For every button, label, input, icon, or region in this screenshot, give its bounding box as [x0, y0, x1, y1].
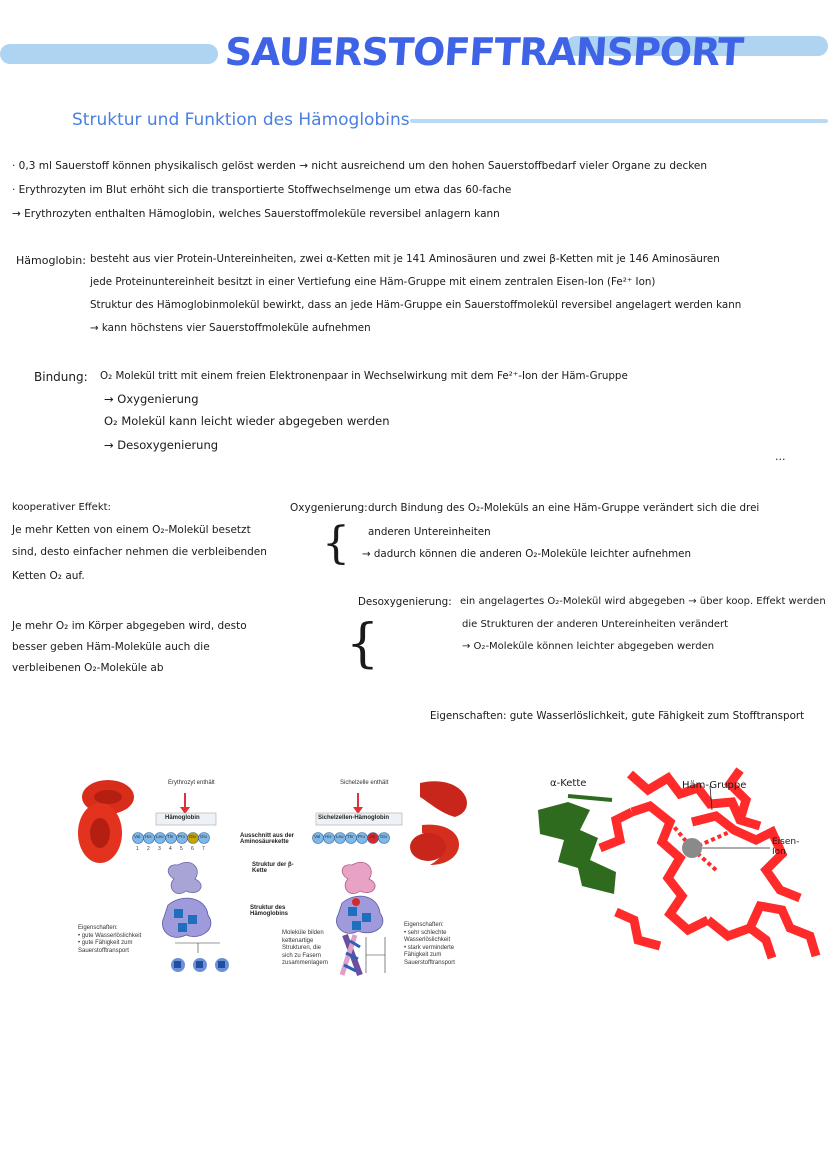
- amino-label: Glu: [380, 834, 388, 839]
- koop-left-a-1: Je mehr Ketten von einem O₂-Molekül besetzt: [12, 524, 251, 536]
- koop-left-b-2: besser geben Häm-Moleküle auch die: [12, 641, 210, 653]
- desoxy-label: Desoxygenierung:: [358, 596, 452, 608]
- amino-label: Glu: [189, 834, 197, 839]
- amino-label: Thr: [167, 834, 174, 839]
- haemoglobin-line-2: jede Proteinuntereinheit besitzt in einer Vertiefung eine Häm-Gruppe mit einem zentralen Eisen-Ion (Fe²⁺ Ion): [90, 276, 656, 288]
- desoxy-line-2: die Strukturen der anderen Untereinheiten verändert: [462, 619, 729, 630]
- eig-left-line: • gute Wasserlöslichkeit: [78, 932, 142, 939]
- bindung-dots: ...: [775, 450, 786, 463]
- haem-group-figure: [520, 760, 828, 970]
- eig-left-line: Sauerstofftransport: [78, 947, 129, 954]
- chain-sickle-labels: [312, 834, 402, 844]
- amino-label: Val: [134, 834, 141, 839]
- koop-left-a-2: sind, desto einfacher nehmen die verbleibenden: [12, 546, 267, 558]
- koop-heading: kooperativer Effekt:: [12, 502, 111, 513]
- bindung-line-1: O₂ Molekül tritt mit einem freien Elektronenpaar in Wechselwirkung mit dem Fe²⁺-Ion der Häm-Gruppe: [100, 370, 628, 382]
- fibers-line: Moleküle bilden: [282, 930, 324, 936]
- fibers-line: kettenartige: [282, 937, 314, 944]
- intro-line-2: · Erythrozyten im Blut erhöht sich die transportierte Stoffwechselmenge um etwa das 60-fache: [12, 184, 512, 196]
- eigenschaften-left-box: [78, 925, 141, 955]
- haemoglobin-line-3: Struktur des Hämoglobinmolekül bewirkt, dass an jede Häm-Gruppe ein Sauerstoffmolekül reversibel angelagert werden kann: [90, 299, 742, 311]
- eig-right-line: Wasserlöslichkeit: [404, 937, 451, 943]
- desoxy-brace: {: [346, 614, 380, 674]
- intro-line-1: · 0,3 ml Sauerstoff können physikalisch gelöst werden → nicht ausreichend um den hohen Sauerstoffbedarf vieler Organe zu decken: [12, 160, 708, 172]
- haem-group-label: Häm-Gruppe: [682, 780, 747, 791]
- beta-chain-normal-icon: [168, 862, 201, 893]
- sichel-haemoglobin-box-label: Sichelzellen-Hämoglobin: [318, 815, 390, 821]
- fibers-box: [282, 930, 328, 968]
- oxy-line-1: durch Bindung des O₂-Moleküls an eine Häm-Gruppe verändert sich die drei: [368, 502, 760, 514]
- amino-label: Glu: [200, 834, 208, 839]
- chain-number: 7: [202, 846, 205, 852]
- fibers-line: sich zu Fasern: [282, 952, 322, 959]
- eigenschaften-right-box: [404, 922, 455, 967]
- intro-line-3: → Erythrozyten enthalten Hämoglobin, welches Sauerstoffmoleküle reversibel anlagern kann: [12, 208, 500, 220]
- eig-right-line: • sehr schlechte: [404, 929, 447, 936]
- eig-left-line: Eigenschaften:: [78, 925, 118, 931]
- sichelzelle-label: Sichelzelle enthält: [340, 780, 389, 786]
- beta-chain-sickle-icon: [342, 862, 375, 893]
- amino-label: Pro: [178, 834, 186, 839]
- amino-label: Val: [314, 834, 321, 839]
- oxy-line-3: → dadurch können die anderen O₂-Moleküle leichter aufnehmen: [362, 548, 692, 560]
- header-bar-left: [0, 44, 218, 64]
- eig-left-line: • gute Fähigkeit zum: [78, 940, 133, 946]
- chain-number: 6: [191, 846, 194, 852]
- page-subtitle: Struktur und Funktion des Hämoglobins: [72, 110, 410, 130]
- haemoglobin-line-1: besteht aus vier Protein-Untereinheiten, zwei α-Ketten mit je 141 Aminosäuren und zwei β-Ketten mit je 146 Aminosäuren: [90, 253, 720, 265]
- chain-normal-labels: [132, 834, 222, 844]
- amino-label: His: [325, 834, 332, 839]
- bindung-line-3: O₂ Molekül kann leicht wieder abgegeben werden: [104, 414, 390, 428]
- haemoglobin-line-4: → kann höchstens vier Sauerstoffmoleküle aufnehmen: [90, 322, 371, 334]
- eig-right-line: • stark verminderte: [404, 944, 455, 951]
- fibers-line: Strukturen, die: [282, 945, 322, 951]
- amino-label: Val: [369, 834, 376, 839]
- haemoglobin-box-label: Hämoglobin: [165, 815, 200, 821]
- amino-label: Thr: [347, 834, 354, 839]
- chain-number: 3: [158, 846, 161, 852]
- amino-label: Leu: [336, 834, 344, 839]
- eig-right-line: Fähigkeit zum: [404, 952, 442, 958]
- erythrozyt-label: Erythrozyt enthält: [168, 780, 215, 786]
- haemoglobin-molecules-icon: [171, 958, 229, 972]
- oxy-line-2: anderen Untereinheiten: [368, 526, 491, 538]
- page-title: SAUERSTOFFTRANSPORT: [223, 30, 745, 74]
- chain-number: 1: [136, 846, 139, 852]
- bindung-line-2: → Oxygenierung: [104, 392, 199, 406]
- haemoglobin-label: Hämoglobin:: [16, 254, 86, 267]
- bindung-label: Bindung:: [34, 370, 88, 384]
- eig-right-line: Sauerstofftransport: [404, 959, 455, 966]
- desoxy-line-1: ein angelagertes O₂-Molekül wird abgegeben → über koop. Effekt werden: [460, 596, 826, 607]
- amino-label: Leu: [156, 834, 164, 839]
- desoxy-line-3: → O₂-Moleküle können leichter abgegeben werden: [462, 641, 715, 652]
- koop-left-a-3: Ketten O₂ auf.: [12, 570, 85, 582]
- fibers-line: zusammenlagern: [282, 960, 329, 966]
- chain-number: 5: [180, 846, 183, 852]
- oxy-brace: {: [322, 518, 350, 569]
- koop-left-b-3: verbleibenen O₂-Moleküle ab: [12, 662, 164, 674]
- struktur-kette-label: Struktur der β-Kette: [252, 862, 294, 874]
- subtitle-underline: [410, 119, 828, 123]
- koop-left-b-1: Je mehr O₂ im Körper abgegeben wird, desto: [12, 620, 247, 632]
- struktur-haemo-label: Struktur des Hämoglobins: [250, 905, 289, 917]
- chain-number: 2: [147, 846, 150, 852]
- alpha-chain-label: α-Kette: [550, 778, 587, 789]
- sickle-cell-icon: [420, 781, 467, 817]
- amino-label: Pro: [358, 834, 366, 839]
- eigenschaften-summary: Eigenschaften: gute Wasserlöslichkeit, gute Fähigkeit zum Stofftransport: [430, 710, 805, 722]
- iron-ion-icon: [682, 838, 702, 858]
- iron-ion-label: Eisen-Ion: [772, 837, 800, 857]
- fiber-helix-icon: [342, 935, 360, 975]
- eig-right-line: Eigenschaften:: [404, 922, 444, 928]
- erythrocyte-icon: [410, 833, 446, 861]
- amino-label: His: [145, 834, 152, 839]
- ausschnitt-label: Ausschnitt aus der Aminosäurekette: [240, 833, 295, 845]
- oxy-label: Oxygenierung:: [290, 502, 368, 514]
- chain-number-row: [136, 846, 216, 854]
- chain-number: 4: [169, 846, 172, 852]
- bindung-line-4: → Desoxygenierung: [104, 438, 219, 452]
